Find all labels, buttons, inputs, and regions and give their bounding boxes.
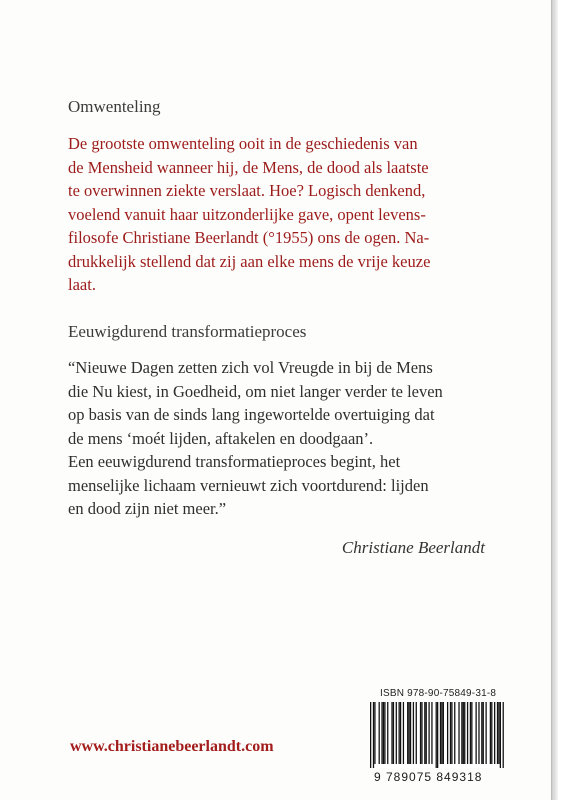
barcode-bar: [458, 702, 459, 764]
barcode-bar: [413, 702, 414, 764]
barcode-bar: [431, 702, 432, 764]
barcode-bar: [387, 702, 388, 764]
barcode-bar: [437, 702, 438, 768]
barcode-bar: [403, 702, 404, 764]
author-signature: Christiane Beerlandt: [341, 538, 485, 557]
barcode-bar: [481, 702, 482, 764]
section-omwenteling-text: [68, 132, 494, 297]
barcode-bar: [410, 702, 411, 764]
barcode-bar: [420, 702, 421, 764]
section-title-omwenteling: Omwenteling: [68, 97, 161, 116]
barcode-bar: [373, 702, 374, 768]
barcode-graphic: [370, 702, 504, 768]
barcode-bar: [463, 702, 464, 764]
barcode-bar: [470, 702, 471, 764]
barcode-bar: [475, 702, 476, 764]
barcode-bar: [490, 702, 491, 764]
barcode-bar: [399, 702, 400, 764]
text-line: “Nieuwe Dagen zetten zich vol Vreugde in bij de Mens: [68, 358, 433, 377]
text-line: Een eeuwigdurend transformatieproces begint, het: [68, 452, 401, 471]
barcode-bar: [498, 702, 499, 764]
barcode-bar: [497, 702, 498, 764]
isbn-label: ISBN 978-90-75849-31-8: [380, 688, 497, 699]
barcode-bar: [450, 702, 451, 764]
barcode-bar: [471, 702, 472, 764]
text-line: op basis van de sinds lang ingewortelde overtuiging dat: [68, 405, 435, 424]
barcode-bar: [396, 702, 397, 764]
barcode-bar: [384, 702, 385, 764]
text-line: en dood zijn niet meer.”: [68, 499, 227, 518]
barcode-number: 9 789075 849318: [374, 770, 483, 784]
barcode-bar: [407, 702, 408, 764]
barcode-bar: [381, 702, 382, 764]
website-link[interactable]: www.christianebeerlandt.com: [70, 738, 274, 755]
text-line: De grootste omwenteling ooit in de geschiedenis van: [68, 134, 418, 153]
barcode-bar: [391, 702, 392, 764]
barcode-bar: [454, 702, 455, 764]
barcode-bar: [447, 702, 448, 764]
barcode-bar: [370, 702, 371, 768]
barcode-bar: [491, 702, 492, 764]
barcode-bar: [483, 702, 484, 764]
barcode-bar: [443, 702, 444, 764]
barcode-bar: [441, 702, 442, 764]
barcode-bar: [428, 702, 429, 764]
cover-spine-edge: [551, 0, 558, 800]
text-line: de Mensheid wanneer hij, de Mens, de dood als laatste: [68, 157, 429, 177]
text-line: te overwinnen ziekte verslaat. Hoe? Logisch denkend,: [68, 181, 426, 200]
barcode-bar: [383, 702, 384, 764]
barcode-bar: [500, 702, 501, 768]
barcode-bar: [424, 702, 425, 764]
barcode-bar: [426, 702, 427, 764]
barcode-bar: [478, 702, 479, 764]
text-line: menselijke lichaam vernieuwt zich voortdurend: lijden: [68, 475, 429, 495]
barcode-bar: [393, 702, 394, 764]
barcode-bar: [400, 702, 401, 764]
barcode-bar: [467, 702, 468, 764]
barcode-bar: [440, 702, 441, 764]
text-line: drukkelijk stellend dat zij aan elke mens de vrije keuze: [68, 251, 431, 271]
text-line: de mens ‘moét lijden, aftakelen en doodgaan’.: [68, 428, 374, 448]
barcode-bar: [494, 702, 495, 764]
barcode-bar: [464, 702, 465, 764]
text-line: die Nu kiest, in Goedheid, om niet langer verder te leven: [68, 381, 443, 401]
barcode-bar: [416, 702, 417, 764]
barcode-bar: [421, 702, 422, 764]
barcode: [370, 702, 504, 768]
barcode-bar: [503, 702, 504, 768]
text-line: laat.: [68, 275, 96, 294]
text-line: filosofe Christiane Beerlandt (°1955) ons de ogen. Na-: [68, 228, 430, 247]
barcode-bar: [408, 702, 409, 764]
barcode-bar: [374, 702, 375, 764]
barcode-bar: [461, 702, 462, 764]
barcode-bar: [451, 702, 452, 764]
section-title-transformatieproces: Eeuwigdurend transformatieproces: [68, 322, 307, 341]
text-line: voelend vanuit haar uitzonderlijke gave, opent levens-: [68, 204, 426, 224]
barcode-bar: [436, 702, 437, 768]
quote-text: [68, 356, 494, 521]
barcode-bar: [379, 702, 380, 764]
barcode-bar: [485, 702, 486, 764]
